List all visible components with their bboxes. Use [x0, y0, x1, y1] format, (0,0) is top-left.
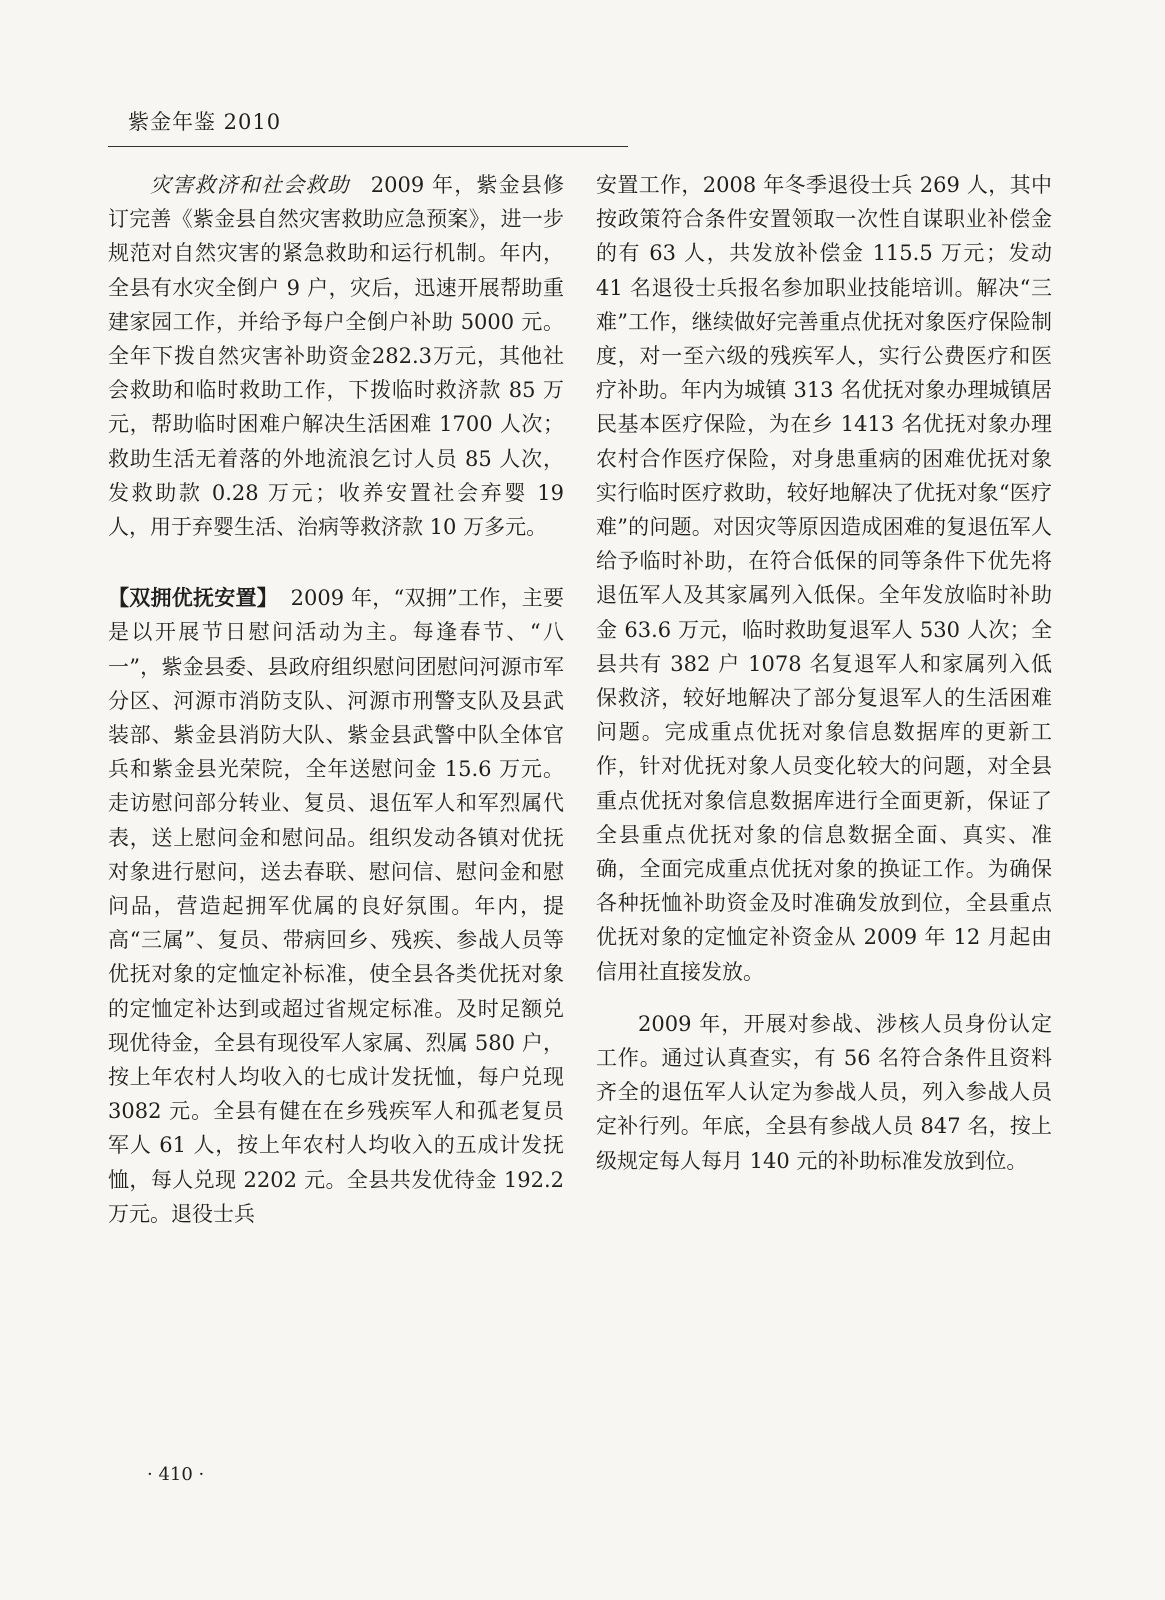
resettlement-paragraph: 安置工作，2008 年冬季退役士兵 269 人，其中按政策符合条件安置领取一次性自谋职业补偿金的有 63 人，共发放补偿金 115.5 万元；发动 41 名退役士兵报名参加职业技能培训。解决“三难”工作，继续做好完善重点优抚对象医疗保险制度，对一至六级的残疾军人，实行公费医疗和医疗补助。年内为城镇 313 名优抚对象办理城镇居民基本医疗保险，为在乡 1413 名优抚对象办理农村合作医疗保险，对身患重病的困难优抚对象实行临时医疗救助，较好地解决了优抚对象“医疗难”的问题。对因灾等原因造成困难的复退伍军人给予临时补助，在符合低保的同等条件下优先将退伍军人及其家属列入低保。全年发放临时补助金 63.6 万元，临时救助复退军人 530 人次；全县共有 382 户 1078 名复退军人和家属列入低保救济，较好地解决了部分复退军人的生活困难问题。完成重点优抚对象信息数据库的更新工作，针对优抚对象人员变化较大的问题，对全县重点优抚对象信息数据库进行全面更新，保证了全县重点优抚对象的信息数据全面、真实、准确，全面完成重点优抚对象的换证工作。为确保各种抚恤补助资金及时准确发放到位，全县重点优抚对象的定恤定补资金从 2009 年 12 月起由信用社直接发放。 [596, 173, 1052, 984]
disaster-relief-heading: 灾害救济和社会救助 [150, 173, 350, 197]
header-divider [108, 146, 628, 147]
left-column [108, 168, 564, 1231]
disaster-relief-body: 2009 年，紫金县修订完善《紫金县自然灾害救助应急预案》，进一步规范对自然灾害的紧急救助和运行机制。年内，全县有水灾全倒户 9 户，灾后，迅速开展帮助重建家园工作，并给予每户全倒户补助 5000 元。全年下拨自然灾害补助资金282.3万元，其他社会救助和临时救助工作，下拨临时救济款 85 万元，帮助临时困难户解决生活困难 1700 人次；救助生活无着落的外地流浪乞讨人员 85 人次，发救助款 0.28 万元；收养安置社会弃婴 19 人，用于弃婴生活、治病等救济款 10 万多元。 [108, 173, 565, 540]
military-support-heading: 【双拥优抚安置】 [108, 586, 279, 611]
page-number: · 410 · [147, 1464, 205, 1485]
right-column [596, 168, 1052, 1178]
running-header-title: 紫金年鉴 2010 [128, 110, 282, 134]
military-support-body: 2009 年，“双拥”工作，主要是以开展节日慰问活动为主。每逢春节、“八一”，紫金县委、县政府组织慰问团慰问河源市军分区、河源市消防支队、河源市刑警支队及县武装部、紫金县消防大队、紫金县武警中队全体官兵和紫金县光荣院，全年送慰问金 15.6 万元。走访慰问部分转业、复员、退伍军人和军烈属代表，送上慰问金和慰问品。组织发动各镇对优抚对象进行慰问，送去春联、慰问信、慰问金和慰问品，营造起拥军优属的良好氛围。年内，提高“三属”、复员、带病回乡、残疾、参战人员等优抚对象的定恤定补标准，使全县各类优抚对象的定恤定补达到或超过省规定标准。及时足额兑现优待金，全县有现役军人家属、烈属 580 户，按上年农村人均收入的七成计发抚恤，每户兑现 3082 元。全县有健在在乡残疾军人和孤老复员军人 61 人，按上年农村人均收入的五成计发抚恤，每人兑现 2202 元。全县共发优待金 192.2 万元。退役士兵 [108, 586, 565, 1226]
military-support-paragraph [108, 581, 564, 1231]
veteran-identification-paragraph: 2009 年，开展对参战、涉核人员身份认定工作。通过认真查实，有 56 名符合条件且资料齐全的退伍军人认定为参战人员，列入参战人员定补行列。年底，全县有参战人员 847 名，按上级规定每人每月 140 元的补助标准发放到位。 [596, 1011, 1052, 1173]
disaster-relief-paragraph [108, 168, 564, 544]
